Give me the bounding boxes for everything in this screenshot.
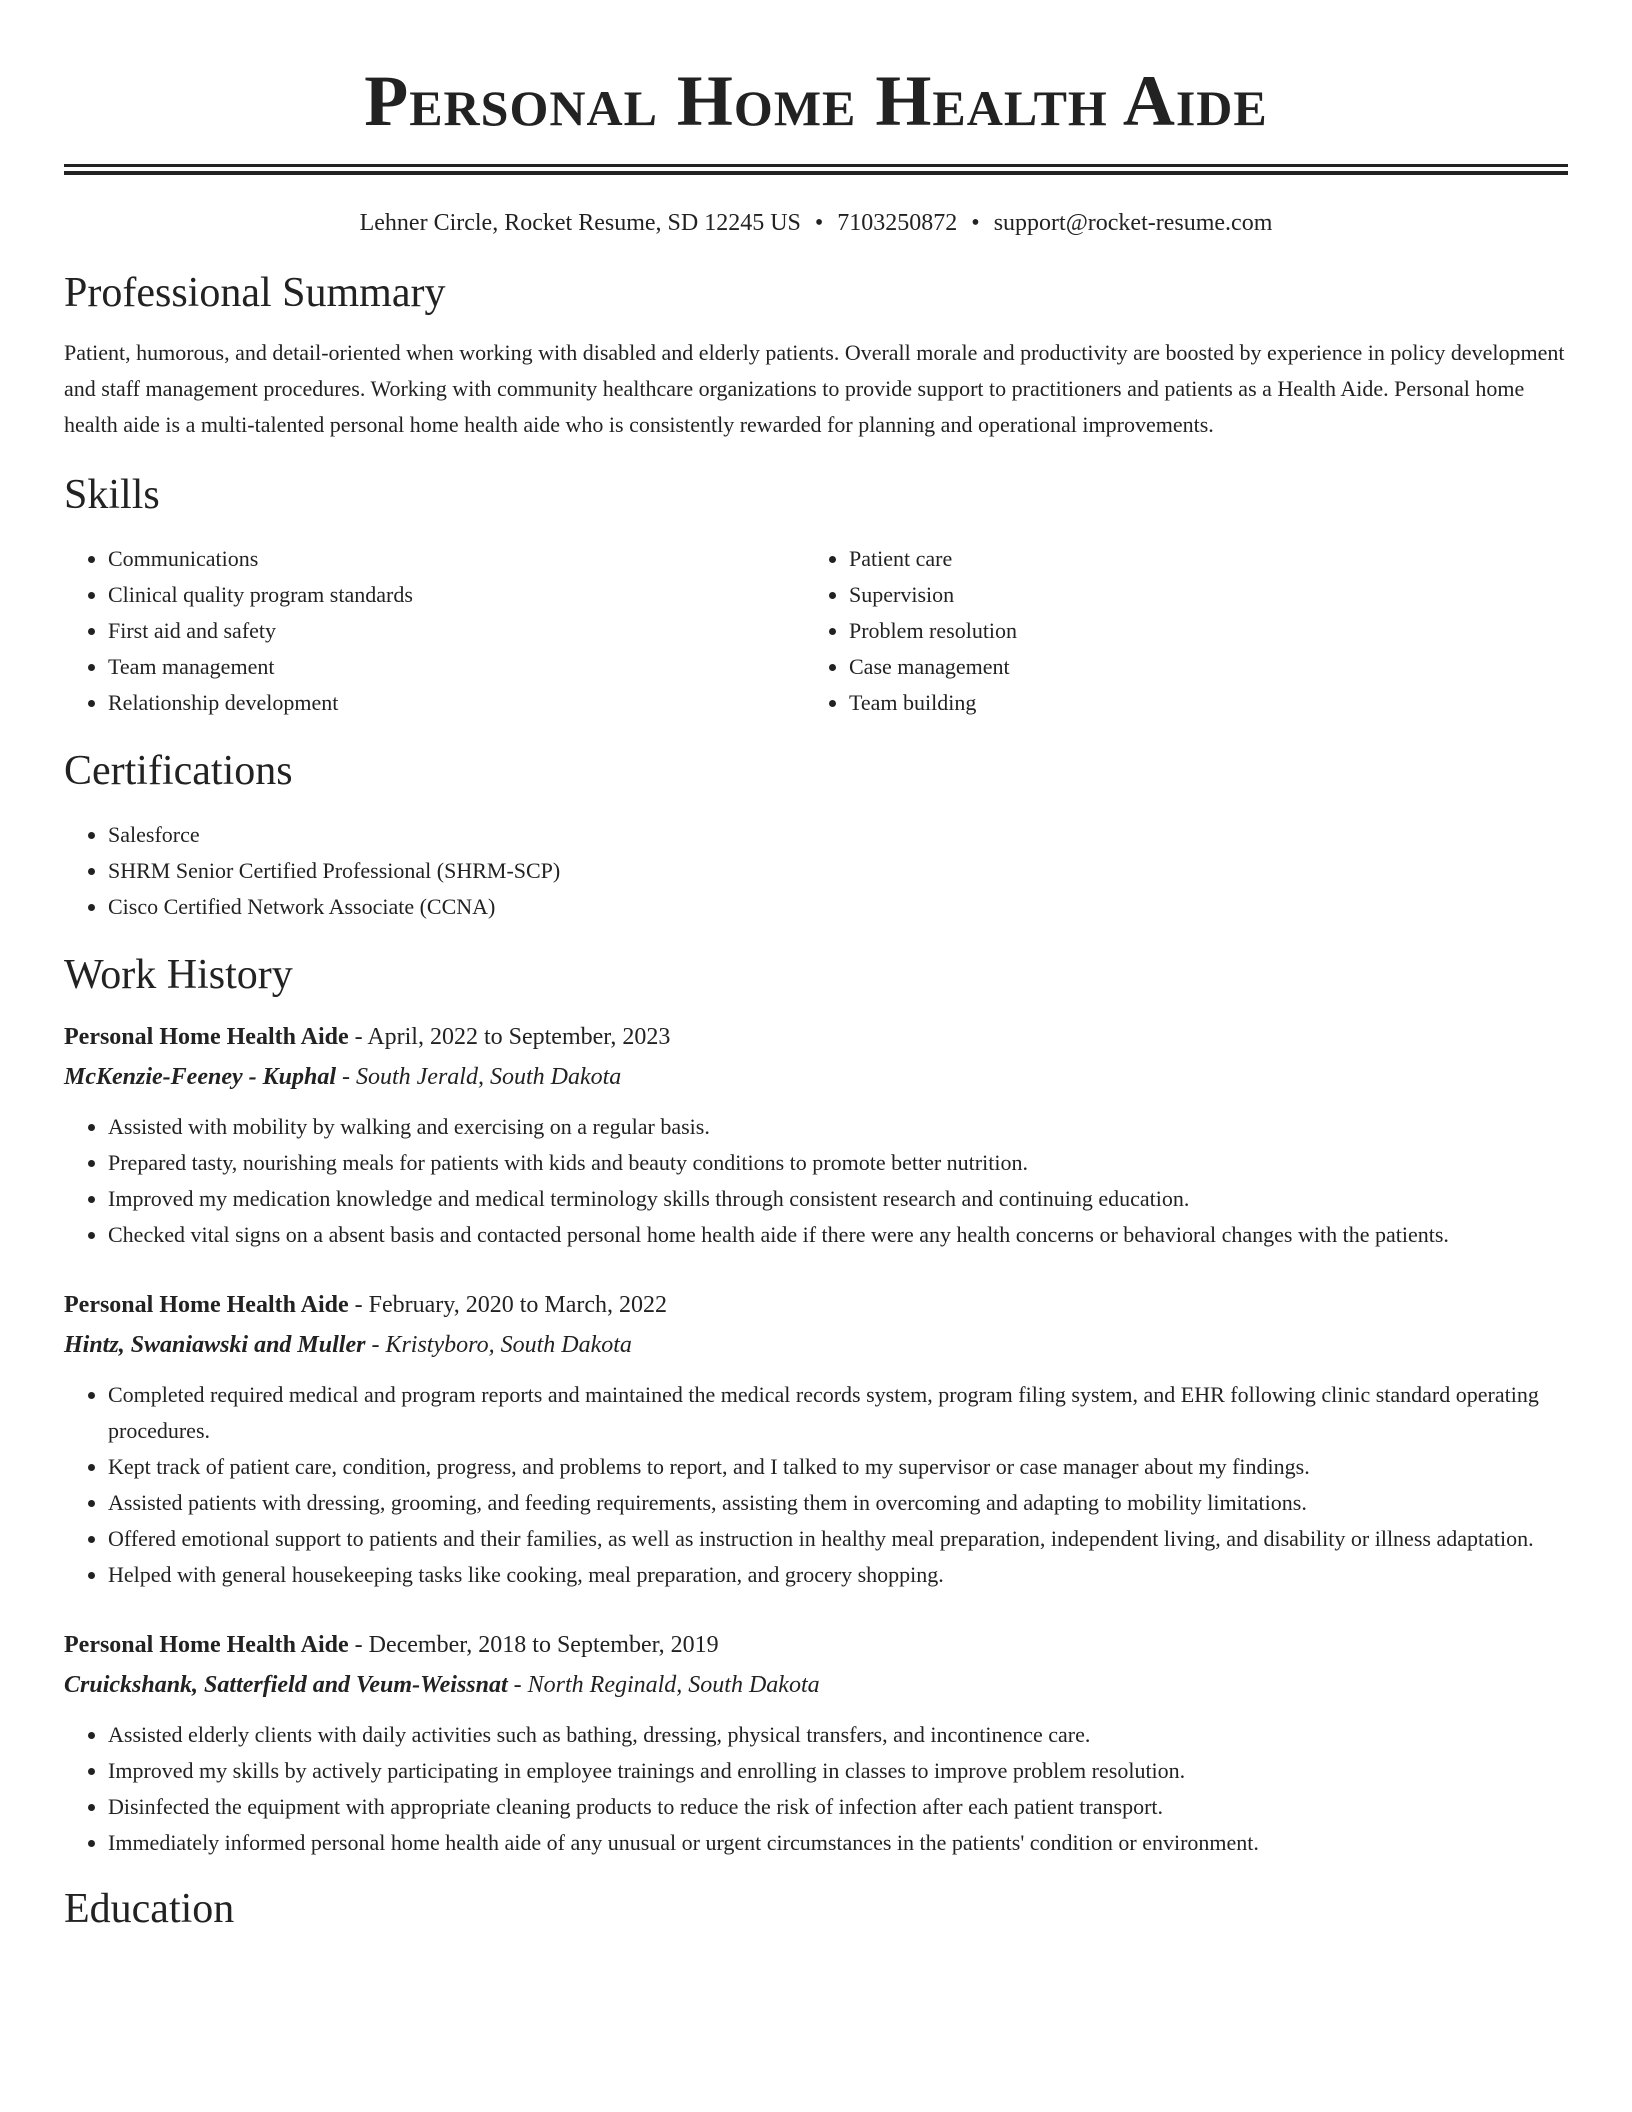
- skill-item: • Supervision: [849, 577, 1546, 613]
- job-dash: -: [335, 1064, 356, 1090]
- job-bullet: • Assisted patients with dressing, grooming, and feeding requirements, assisting them in overcoming and adapting to mobility limitations.: [108, 1485, 1568, 1521]
- job-title-line: [64, 1625, 1568, 1665]
- job-title: Personal Home Health Aide: [64, 1024, 349, 1050]
- job-title-line: [64, 1285, 1568, 1325]
- job-title: Personal Home Health Aide: [64, 1292, 349, 1318]
- certification-item: • SHRM Senior Certified Professional (SHRM-SCP): [108, 853, 1568, 889]
- job-bullet: • Assisted elderly clients with daily activities such as bathing, dressing, physical transfers, and incontinence care.: [108, 1717, 1568, 1753]
- skills-column-right: [805, 541, 1546, 721]
- certifications-list: [64, 817, 1568, 925]
- section-heading-work-history: Work History: [64, 952, 293, 998]
- job-bullets: [64, 1377, 1568, 1593]
- job-bullet: • Improved my medication knowledge and medical terminology skills through consistent research and continuing education.: [108, 1181, 1568, 1217]
- job-bullets: [64, 1109, 1568, 1253]
- skill-item: • Problem resolution: [849, 613, 1546, 649]
- job-company: Hintz, Swaniawski and Muller: [64, 1332, 366, 1358]
- job-entry: [64, 1625, 1568, 1861]
- job-location: Kristyboro, South Dakota: [385, 1332, 632, 1358]
- job-dash: -: [507, 1672, 528, 1698]
- skill-item: • Relationship development: [108, 685, 805, 721]
- job-bullet: • Offered emotional support to patients and their families, as well as instruction in healthy meal preparation, independent living, and disability or illness adaptation.: [108, 1521, 1568, 1557]
- job-bullets: [64, 1717, 1568, 1861]
- job-title: Personal Home Health Aide: [64, 1632, 349, 1658]
- skills-column-left: [64, 541, 805, 721]
- header-rule-bottom: [64, 171, 1568, 175]
- job-dash: -: [348, 1024, 368, 1050]
- job-bullet: • Prepared tasty, nourishing meals for patients with kids and beauty conditions to promote better nutrition.: [108, 1145, 1568, 1181]
- skill-item: • First aid and safety: [108, 613, 805, 649]
- section-heading-summary: Professional Summary: [64, 270, 446, 316]
- skill-item: • Team building: [849, 685, 1546, 721]
- resume-name: Personal Home Health Aide: [364, 61, 1268, 141]
- job-company-line: [64, 1057, 1568, 1097]
- contact-separator: •: [814, 210, 824, 236]
- job-dates: February, 2020 to March, 2022: [368, 1292, 668, 1318]
- job-bullet: • Checked vital signs on a absent basis and contacted personal home health aide if there were any health concerns or behavioral changes with the patients.: [108, 1217, 1568, 1253]
- job-entry: [64, 1017, 1568, 1253]
- skill-item: • Team management: [108, 649, 805, 685]
- job-company: Cruickshank, Satterfield and Veum-Weissnat: [64, 1672, 508, 1698]
- contact-phone: 7103250872: [837, 210, 958, 236]
- job-company-line: [64, 1325, 1568, 1365]
- skill-item: • Communications: [108, 541, 805, 577]
- header-rule-top: [64, 164, 1568, 167]
- job-dates: December, 2018 to September, 2019: [368, 1632, 719, 1658]
- section-heading-education: Education: [64, 1886, 235, 1932]
- job-dash: -: [365, 1332, 386, 1358]
- section-heading-skills: Skills: [64, 472, 160, 518]
- contact-separator: •: [971, 210, 980, 236]
- job-location: North Reginald, South Dakota: [527, 1672, 820, 1698]
- skills-list: [64, 541, 1568, 721]
- skill-item: • Clinical quality program standards: [108, 577, 805, 613]
- job-entry: [64, 1285, 1568, 1593]
- job-bullet: • Improved my skills by actively participating in employee trainings and enrolling in classes to improve problem resolution.: [108, 1753, 1568, 1789]
- summary-text: Patient, humorous, and detail-oriented when working with disabled and elderly patients. Overall morale and productivity are boosted by experience in policy development and staff management procedures. Working with community healthcare organizations to provide support to practitioners and patients as a Health Aide. Personal home health aide is a multi-talented personal home health aide who is consistently rewarded for planning and operational improvements.: [64, 340, 1565, 437]
- contact-email: support@rocket-resume.com: [993, 210, 1273, 236]
- certification-item: • Cisco Certified Network Associate (CCNA): [108, 889, 1568, 925]
- contact-address: Lehner Circle, Rocket Resume, SD 12245 US: [359, 210, 801, 236]
- job-location: South Jerald, South Dakota: [355, 1064, 622, 1090]
- skill-item: • Patient care: [849, 541, 1546, 577]
- contact-line: [64, 207, 1568, 239]
- job-bullet: • Helped with general housekeeping tasks like cooking, meal preparation, and grocery shopping.: [108, 1557, 1568, 1593]
- job-bullet: • Assisted with mobility by walking and exercising on a regular basis.: [108, 1109, 1568, 1145]
- job-bullet: • Disinfected the equipment with appropriate cleaning products to reduce the risk of infection after each patient transport.: [108, 1789, 1568, 1825]
- skill-item: • Case management: [849, 649, 1546, 685]
- job-dash: -: [348, 1292, 369, 1318]
- job-title-line: [64, 1017, 1568, 1057]
- job-dates: April, 2022 to September, 2023: [367, 1024, 671, 1050]
- job-dash: -: [348, 1632, 369, 1658]
- job-bullet: • Kept track of patient care, condition, progress, and problems to report, and I talked to my supervisor or case manager about my findings.: [108, 1449, 1568, 1485]
- job-company-line: [64, 1665, 1568, 1705]
- certification-item: • Salesforce: [108, 817, 1568, 853]
- section-heading-certifications: Certifications: [64, 748, 293, 794]
- job-bullet: • Immediately informed personal home health aide of any unusual or urgent circumstances in the patients' condition or environment.: [108, 1825, 1568, 1861]
- job-bullet: • Completed required medical and program reports and maintained the medical records system, program filing system, and EHR following clinic standard operating procedures.: [108, 1377, 1568, 1449]
- job-company: McKenzie-Feeney - Kuphal: [64, 1064, 336, 1090]
